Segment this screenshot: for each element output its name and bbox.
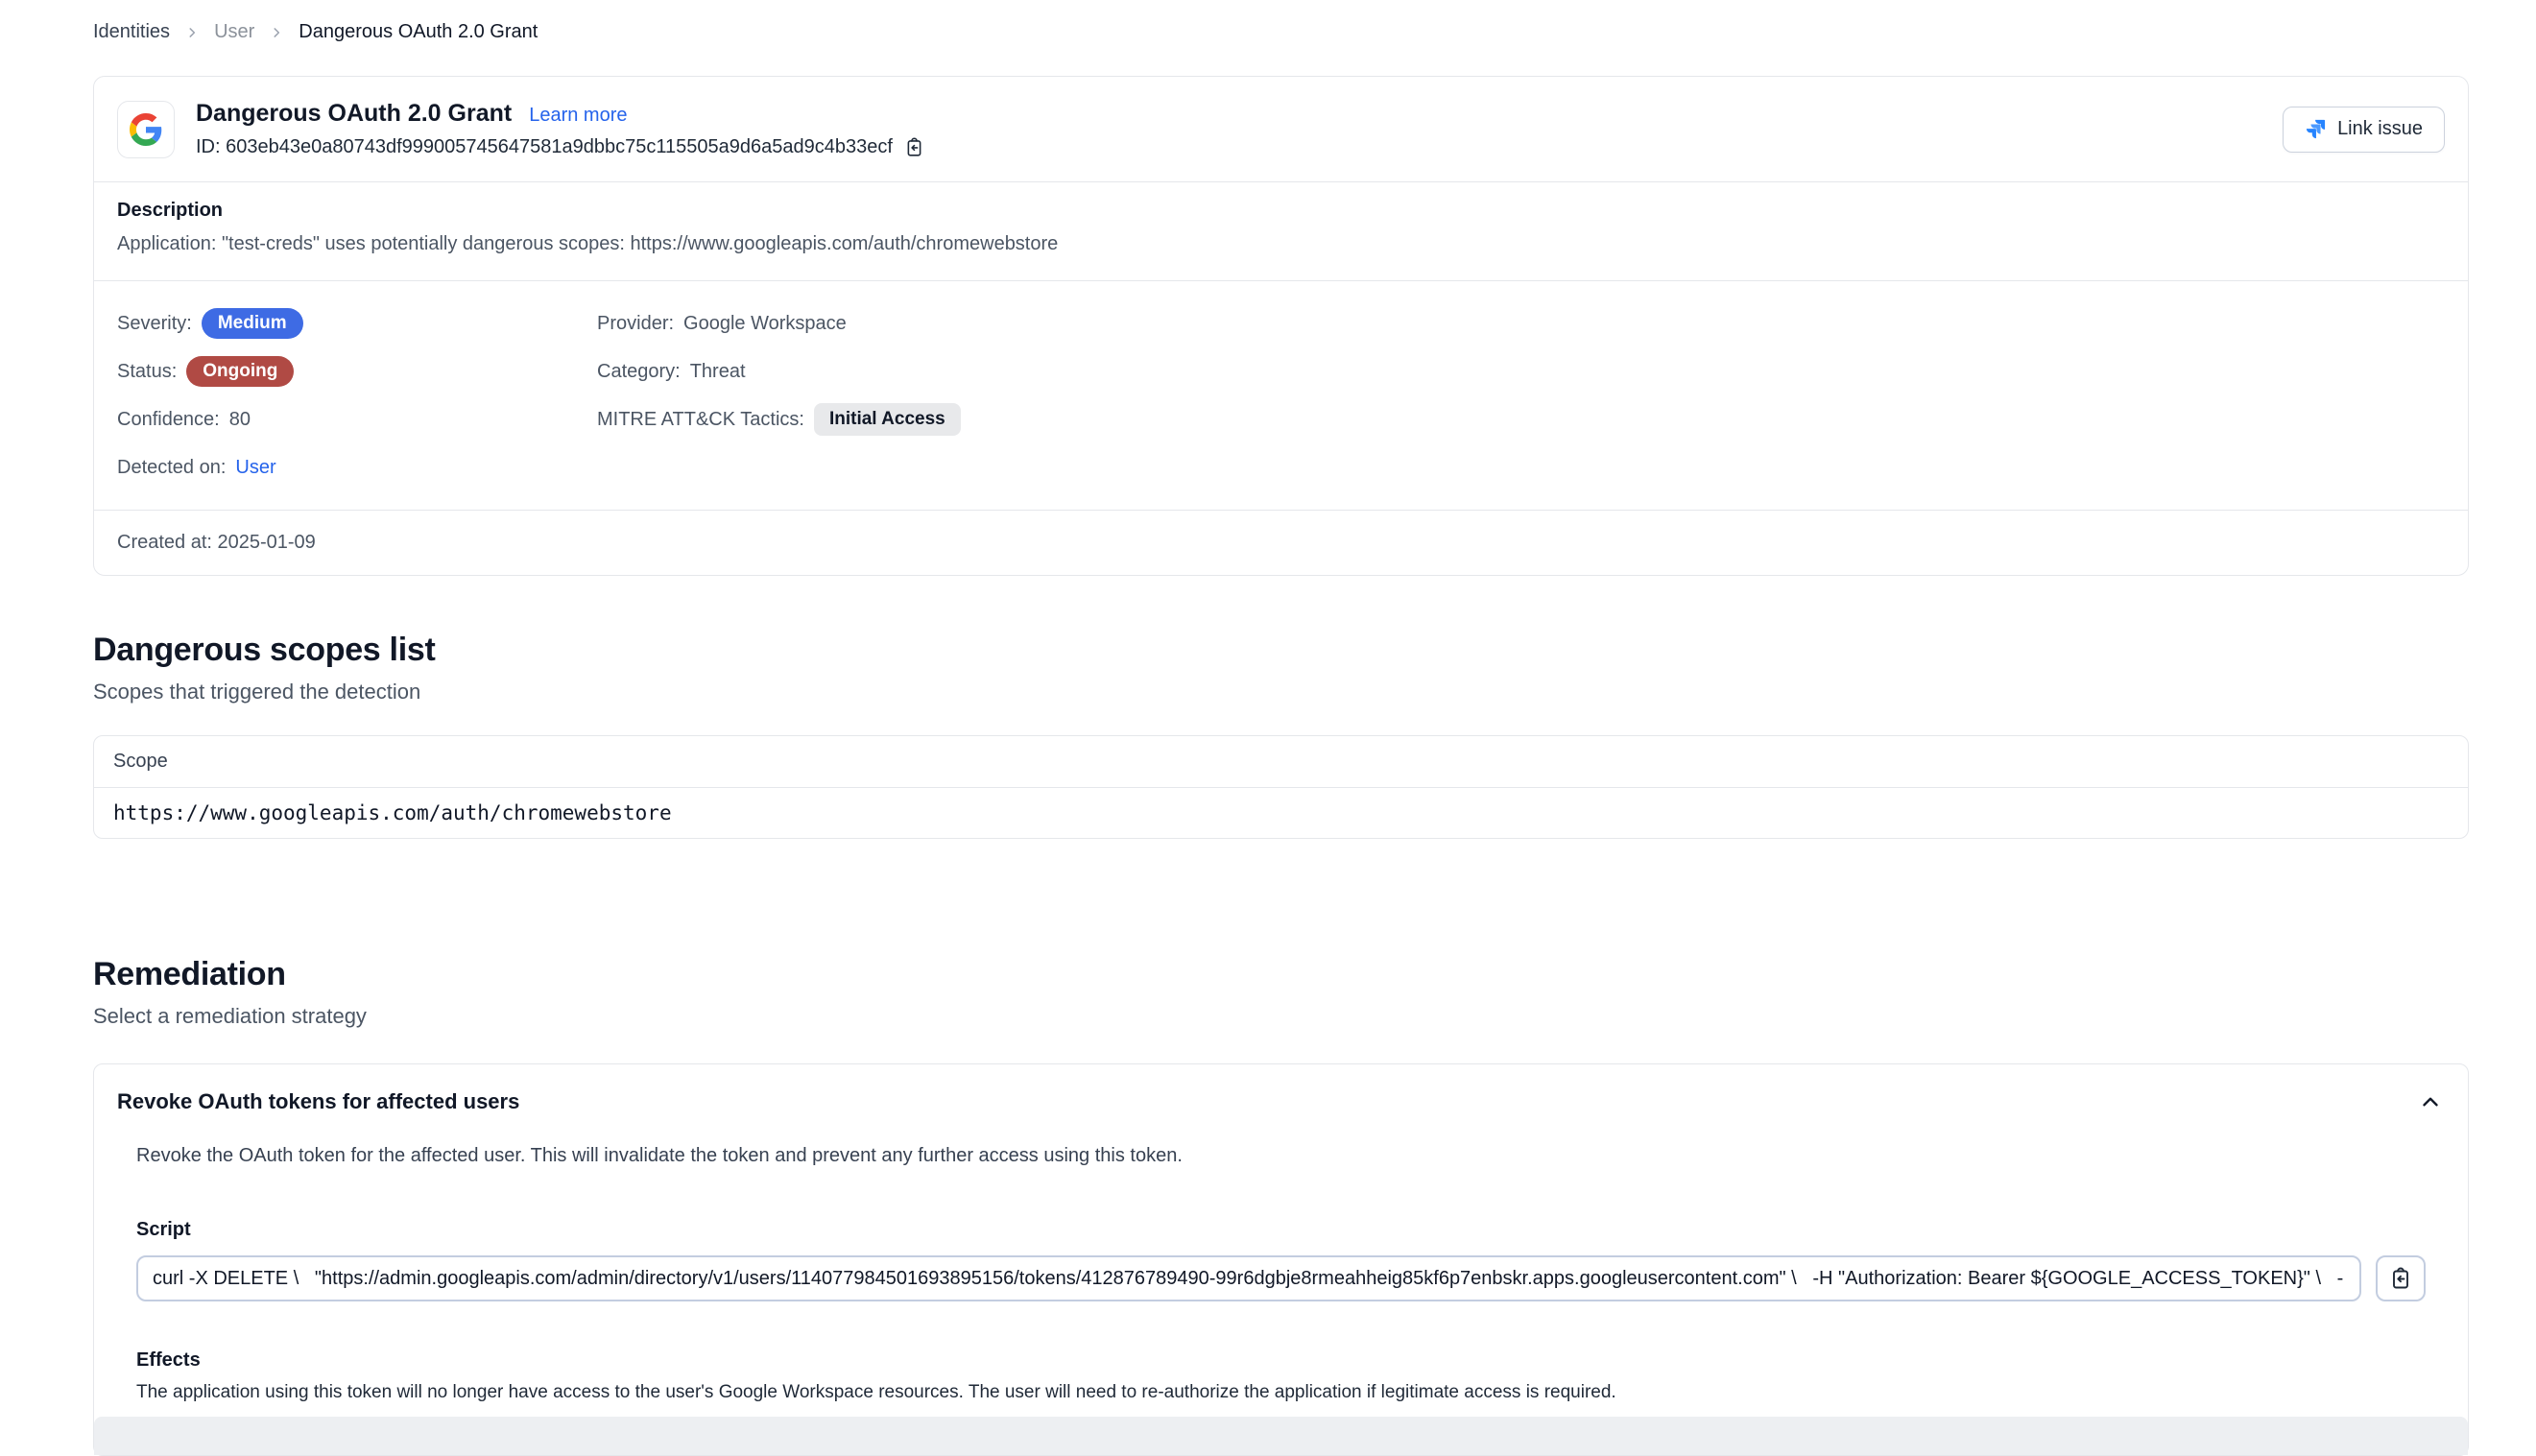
strategy-panel-header[interactable] bbox=[94, 1064, 2468, 1139]
copy-clipboard-icon bbox=[2389, 1267, 2412, 1290]
mitre-tactic-badge: Initial Access bbox=[814, 403, 961, 436]
jira-icon bbox=[2305, 118, 2327, 140]
copy-script-button[interactable] bbox=[2376, 1255, 2426, 1301]
alert-title-block bbox=[196, 100, 924, 158]
field-confidence bbox=[117, 402, 597, 437]
chevron-up-icon[interactable] bbox=[2418, 1089, 2443, 1114]
scopes-section-title: Dangerous scopes list bbox=[93, 632, 436, 668]
script-label: Script bbox=[136, 1219, 191, 1240]
scopes-section bbox=[93, 632, 2469, 839]
breadcrumb bbox=[93, 21, 2469, 43]
breadcrumb-item-user[interactable]: User bbox=[214, 21, 255, 42]
effects-text: The application using this token will no longer have access to the user's Google Workspace resources. The user will need to re-authorize the application if legitimate access is required. bbox=[136, 1382, 1616, 1402]
scopes-table-header: Scope bbox=[94, 736, 2468, 788]
script-input[interactable] bbox=[136, 1255, 2361, 1301]
scope-table-row: https://www.googleapis.com/auth/chromewebstore bbox=[113, 801, 672, 824]
effects-label: Effects bbox=[136, 1349, 201, 1371]
description-label: Description bbox=[117, 200, 224, 221]
field-mitre-tactics bbox=[597, 402, 2445, 437]
strategy-description: Revoke the OAuth token for the affected user. This will invalidate the token and prevent any further access using this token. bbox=[136, 1145, 1183, 1166]
script-row bbox=[136, 1255, 2426, 1301]
field-severity bbox=[117, 306, 597, 341]
field-category bbox=[597, 354, 2445, 389]
scopes-table bbox=[93, 735, 2469, 839]
chevron-right-icon bbox=[185, 26, 199, 39]
link-issue-button[interactable] bbox=[2283, 107, 2445, 153]
field-provider bbox=[597, 306, 2445, 341]
confidence-label: Confidence: bbox=[117, 408, 220, 430]
alert-fields bbox=[94, 280, 2468, 510]
field-detected-on bbox=[117, 450, 597, 485]
alert-title: Dangerous OAuth 2.0 Grant bbox=[196, 100, 513, 127]
panel-footer-strip bbox=[94, 1417, 2468, 1455]
category-label: Category: bbox=[597, 360, 681, 382]
severity-badge: Medium bbox=[202, 308, 303, 339]
chevron-right-icon bbox=[270, 26, 283, 39]
breadcrumb-item-identities[interactable]: Identities bbox=[93, 21, 171, 42]
provider-label: Provider: bbox=[597, 312, 675, 334]
description-text: Application: "test-creds" uses potentially dangerous scopes: https://www.googleapis.com/auth/chromewebstore bbox=[117, 233, 1059, 254]
confidence-value: 80 bbox=[228, 408, 251, 430]
detected-on-link[interactable]: User bbox=[235, 456, 276, 478]
learn-more-link[interactable]: Learn more bbox=[529, 105, 628, 126]
link-issue-label: Link issue bbox=[2337, 118, 2423, 139]
alert-card-header bbox=[94, 77, 2468, 181]
severity-label: Severity: bbox=[117, 312, 192, 334]
created-at-text: Created at: 2025-01-09 bbox=[94, 510, 2468, 575]
strategy-panel-body bbox=[94, 1139, 2468, 1403]
alert-card bbox=[93, 76, 2469, 576]
status-label: Status: bbox=[117, 360, 178, 382]
breadcrumb-item-current: Dangerous OAuth 2.0 Grant bbox=[299, 21, 538, 42]
remediation-title: Remediation bbox=[93, 956, 286, 992]
provider-value: Google Workspace bbox=[683, 312, 847, 334]
scopes-section-subtitle: Scopes that triggered the detection bbox=[93, 680, 421, 704]
remediation-subtitle: Select a remediation strategy bbox=[93, 1004, 367, 1028]
remediation-section bbox=[93, 956, 2469, 1456]
field-status bbox=[117, 354, 597, 389]
detected-on-label: Detected on: bbox=[117, 456, 227, 478]
mitre-tactics-label: MITRE ATT&CK Tactics: bbox=[597, 408, 804, 430]
alert-id-text: ID: 603eb43e0a80743df999005745647581a9dbbc75c115505a9d6a5ad9c4b33ecf bbox=[196, 136, 893, 157]
remediation-strategy-panel bbox=[93, 1063, 2469, 1456]
strategy-title: Revoke OAuth tokens for affected users bbox=[117, 1089, 520, 1113]
copy-id-icon[interactable] bbox=[904, 137, 924, 157]
description-section bbox=[94, 181, 2468, 280]
status-badge: Ongoing bbox=[186, 356, 294, 387]
google-logo-icon bbox=[117, 101, 175, 158]
category-value: Threat bbox=[689, 360, 746, 382]
